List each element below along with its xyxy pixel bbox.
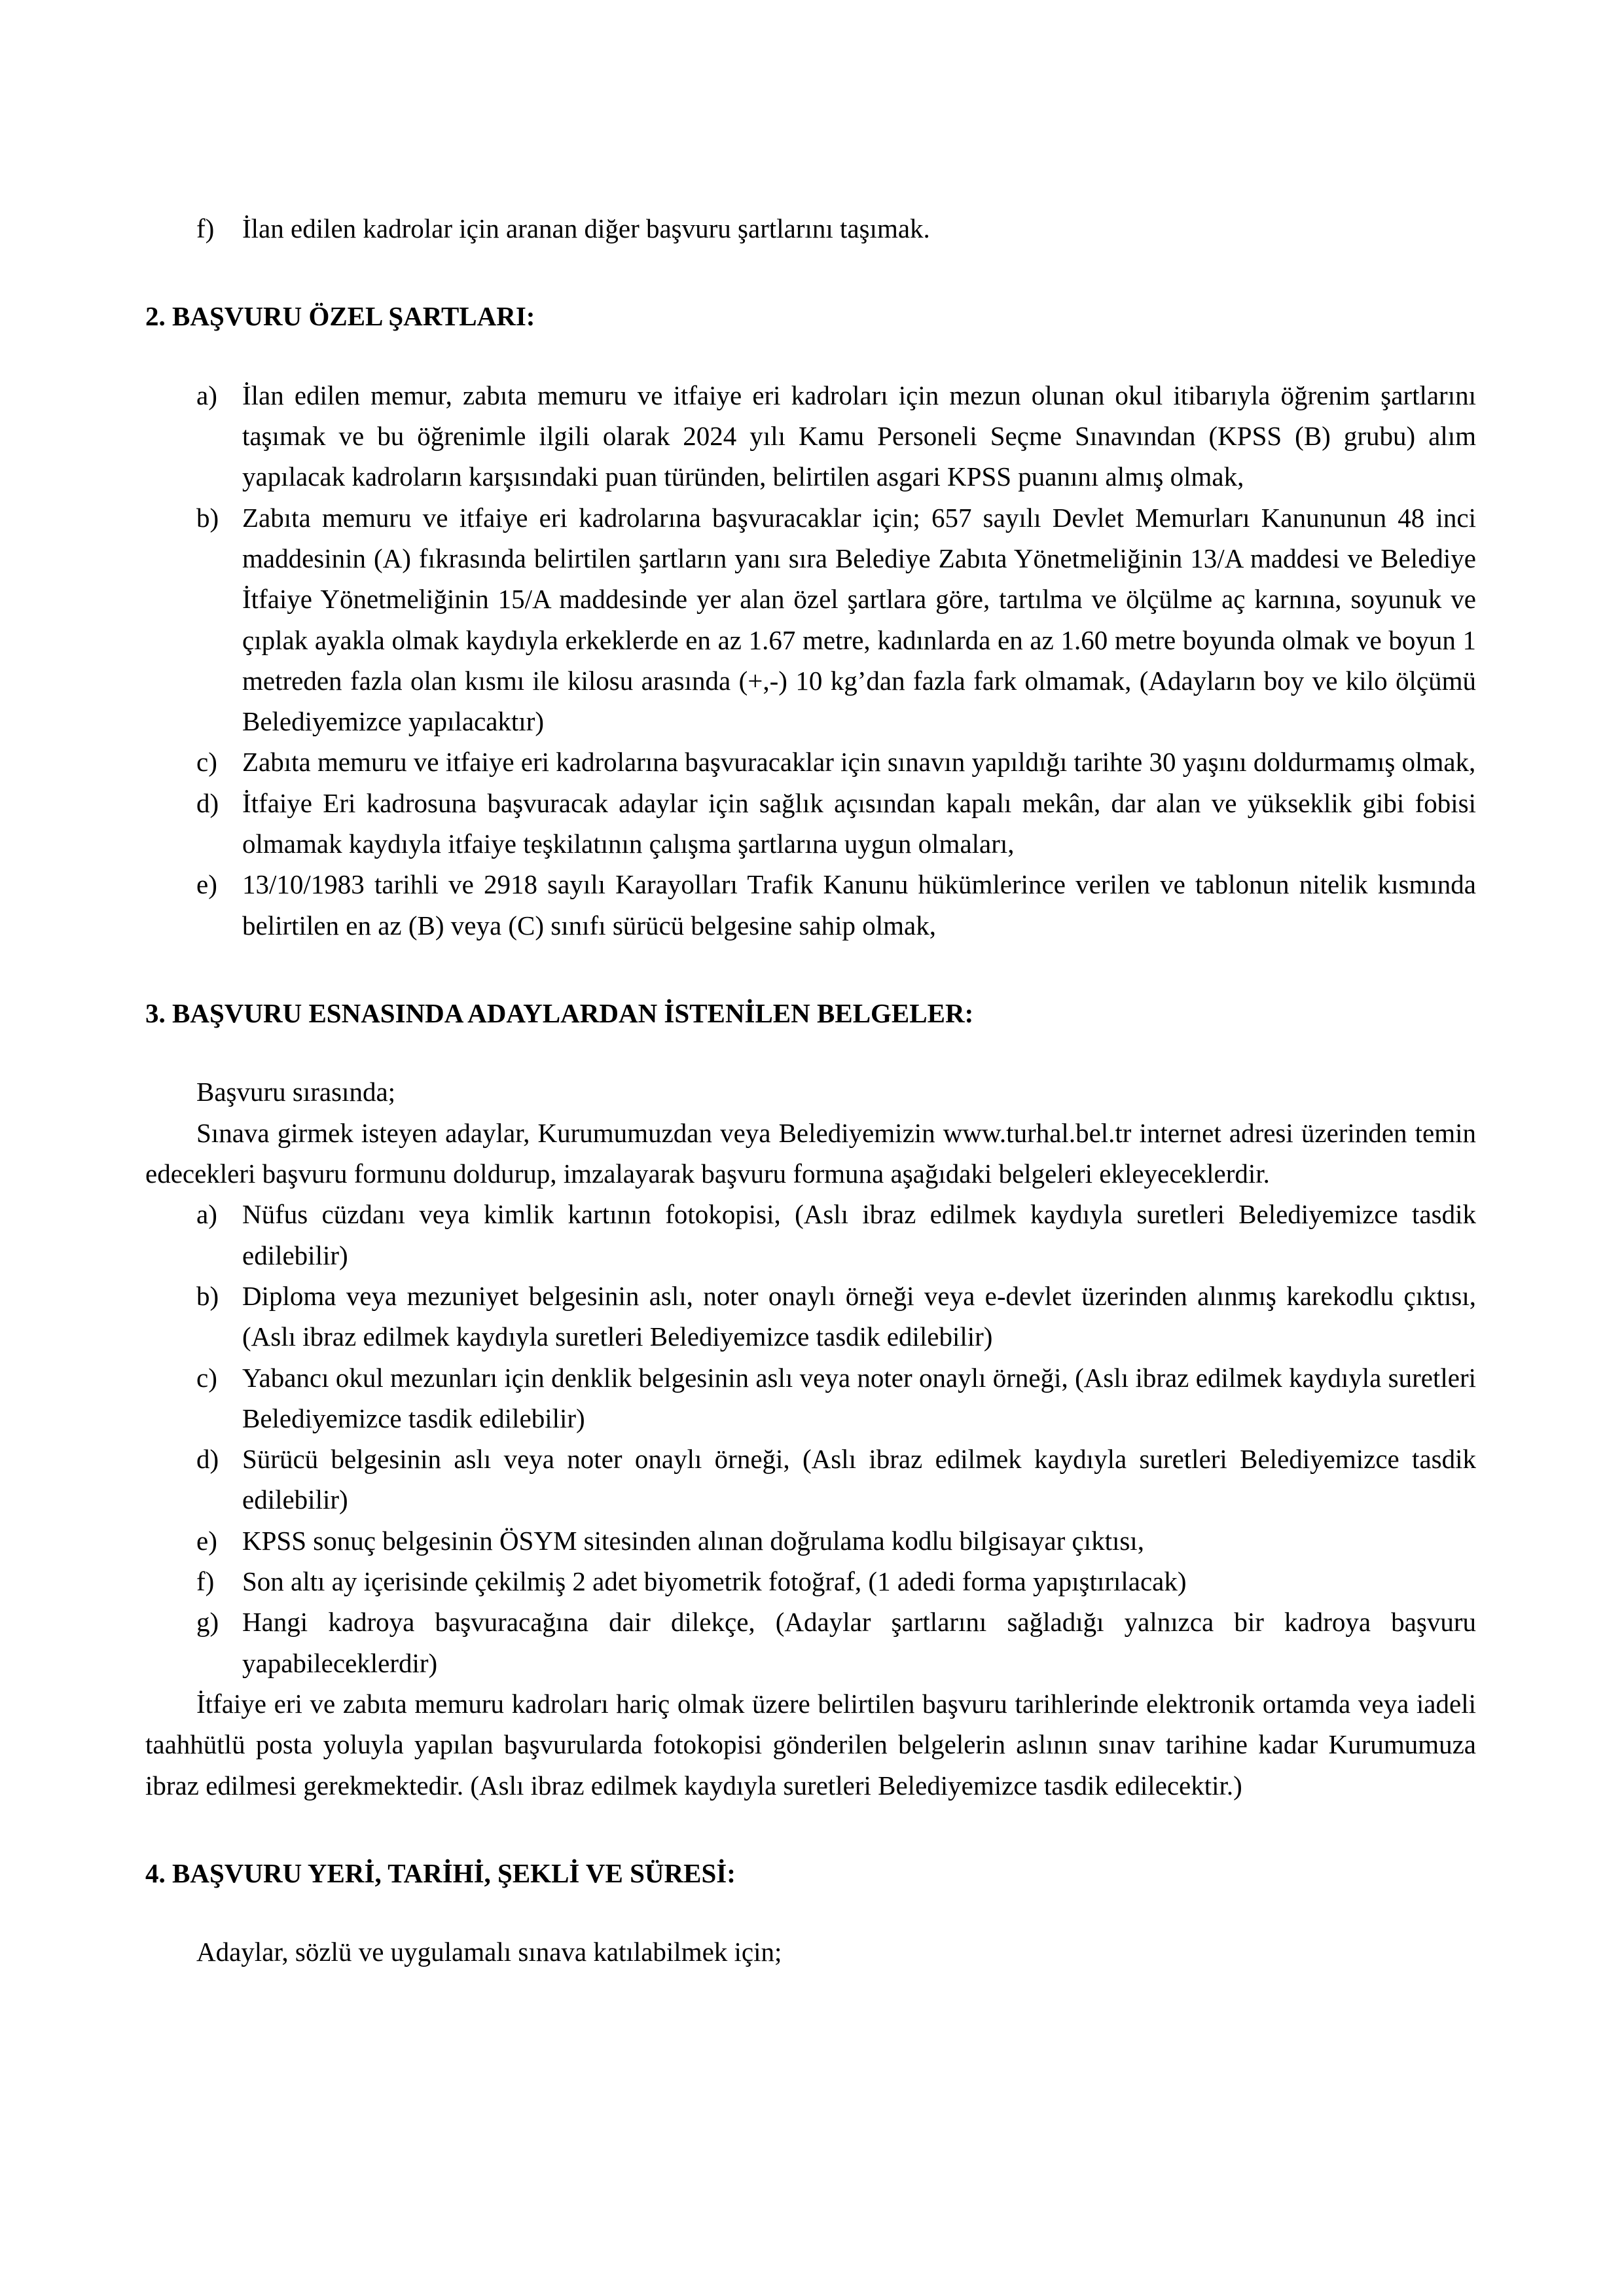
list-item: [145, 1602, 1476, 1683]
list-item: [145, 742, 1476, 782]
list-item: [145, 1561, 1476, 1602]
section-2-heading: 2. BAŞVURU ÖZEL ŞARTLARI:: [145, 301, 535, 332]
list-item: [145, 1194, 1476, 1276]
list-item-text: İlan edilen kadrolar için aranan diğer başvuru şartlarını taşımak.: [242, 213, 930, 243]
list-item: [145, 1276, 1476, 1357]
list-item-text: KPSS sonuç belgesinin ÖSYM sitesinden alınan doğrulama kodlu bilgisayar çıktısı,: [242, 1525, 1144, 1556]
section-3-list: [145, 1194, 1476, 1683]
spacer: [145, 1806, 1476, 1853]
list-item: [145, 497, 1476, 742]
section-4-heading: 4. BAŞVURU YERİ, TARİHİ, ŞEKLİ VE SÜRESİ:: [145, 1857, 736, 1888]
list-marker: e): [196, 1525, 217, 1556]
list-marker: b): [196, 502, 219, 533]
section-3-closing-paragraph: İtfaiye eri ve zabıta memuru kadroları hariç olmak üzere belirtilen başvuru tarihlerinde elektronik ortamda veya iadeli taahhütlü posta yoluyla yapılan başvurularda fotokopisi gönderilen belgelerin aslının sınav tarihine kadar Kurumumuza ibraz edilmesi gerekmektedir. (Aslı ibraz edilmek kaydıyla suretleri Belediyemizce tasdik edilecektir.): [145, 1689, 1476, 1801]
spacer: [145, 1893, 1476, 1931]
list-marker: g): [196, 1607, 219, 1638]
spacer: [145, 946, 1476, 993]
section-3-intro-line: Başvuru sırasında;: [196, 1077, 396, 1107]
list-item-text: Son altı ay içerisinde çekilmiş 2 adet biyometrik fotoğraf, (1 adedi forma yapıştırılacak): [242, 1566, 1187, 1597]
list-item-text: İlan edilen memur, zabıta memuru ve itfaiye eri kadroları için mezun olunan okul itibarıyla öğrenim şartlarını taşımak ve bu öğrenimle ilgili olarak 2024 yılı Kamu Personeli Seçme Sınavından (KPSS (B) grubu) alım yapılacak kadroların karşısındaki puan türünden, belirtilen asgari KPSS puanını almış olmak,: [242, 380, 1476, 492]
list-item: [145, 864, 1476, 946]
list-marker: a): [196, 380, 217, 410]
list-item-text: Zabıta memuru ve itfaiye eri kadrolarına başvuracaklar için; 657 sayılı Devlet Memurları Kanununun 48 inci maddesinin (A) fıkrasında belirtilen şartların yanı sıra Belediye Zabıta Yönetmeliğinin 13/A maddesi ve Belediye İtfaiye Yönetmeliğinin 15/A maddesinde yer alan özel şartlara göre, tartılma ve ölçülme aç karnına, soyunuk ve çıplak ayakla olmak kaydıyla erkeklerde en az 1.67 metre, kadınlarda en az 1.60 metre boyunda olmak ve boyun 1 metreden fazla olan kısmı ile kilosu arasında (+,-) 10 kg’dan fazla fark olmamak, (Adayların boy ve kilo ölçümü Belediyemizce yapılacaktır): [242, 502, 1476, 737]
list-item: [145, 1520, 1476, 1561]
list-marker: f): [196, 213, 215, 243]
list-marker: d): [196, 1444, 219, 1475]
spacer: [145, 249, 1476, 296]
list-item-text: Nüfus cüzdanı veya kimlik kartının fotokopisi, (Aslı ibraz edilmek kaydıyla suretleri Belediyemizce tasdik edilebilir): [242, 1199, 1476, 1270]
list-item: [145, 783, 1476, 865]
list-marker: c): [196, 747, 217, 778]
list-item-text: 13/10/1983 tarihli ve 2918 sayılı Karayolları Trafik Kanunu hükümlerince verilen ve tablonun nitelik kısmında belirtilen en az (B) veya (C) sınıfı sürücü belgesine sahip olmak,: [242, 869, 1476, 941]
section-3-heading: 3. BAŞVURU ESNASINDA ADAYLARDAN İSTENİLEN BELGELER:: [145, 998, 974, 1028]
list-marker: c): [196, 1362, 217, 1393]
list-item: [145, 208, 1476, 249]
list-item-text: Diploma veya mezuniyet belgesinin aslı, noter onaylı örneği veya e-devlet üzerinden alınmış karekodlu çıktısı, (Aslı ibraz edilmek kaydıyla suretleri Belediyemizce tasdik edilebilir): [242, 1280, 1476, 1352]
list-marker: e): [196, 869, 217, 900]
list-item-text: İtfaiye Eri kadrosuna başvuracak adaylar için sağlık açısından kapalı mekân, dar alan ve yükseklik gibi fobisi olmamak kaydıyla itfaiye teşkilatının çalışma şartlarına uygun olmaları,: [242, 787, 1476, 859]
spacer: [145, 337, 1476, 375]
list-item: [145, 375, 1476, 497]
section-3-intro-paragraph: Sınava girmek isteyen adaylar, Kurumumuzdan veya Belediyemizin www.turhal.bel.tr internet adresi üzerinden temin edecekleri başvuru formunu doldurup, imzalayarak başvuru formuna aşağıdaki belgeleri ekleyeceklerdir.: [145, 1117, 1476, 1189]
list-item: [145, 1439, 1476, 1520]
list-marker: b): [196, 1280, 219, 1311]
list-item-text: Sürücü belgesinin aslı veya noter onaylı örneği, (Aslı ibraz edilmek kaydıyla suretleri Belediyemizce tasdik edilebilir): [242, 1444, 1476, 1515]
spacer: [145, 1033, 1476, 1071]
carryover-list: [145, 208, 1476, 249]
list-item: [145, 1357, 1476, 1439]
list-marker: a): [196, 1199, 217, 1230]
list-item-text: Hangi kadroya başvuracağına dair dilekçe, (Adaylar şartlarını sağladığı yalnızca bir kadroya başvuru yapabileceklerdir): [242, 1607, 1476, 1678]
list-marker: f): [196, 1566, 215, 1597]
list-item-text: Zabıta memuru ve itfaiye eri kadrolarına başvuracaklar için sınavın yapıldığı tarihte 30 yaşını doldurmamış olmak,: [242, 747, 1476, 778]
list-item-text: Yabancı okul mezunları için denklik belgesinin aslı veya noter onaylı örneği, (Aslı ibraz edilmek kaydıyla suretleri Belediyemizce tasdik edilebilir): [242, 1362, 1476, 1433]
section-2-list: [145, 375, 1476, 946]
section-4-intro-line: Adaylar, sözlü ve uygulamalı sınava katılabilmek için;: [196, 1937, 782, 1967]
list-marker: d): [196, 787, 219, 818]
